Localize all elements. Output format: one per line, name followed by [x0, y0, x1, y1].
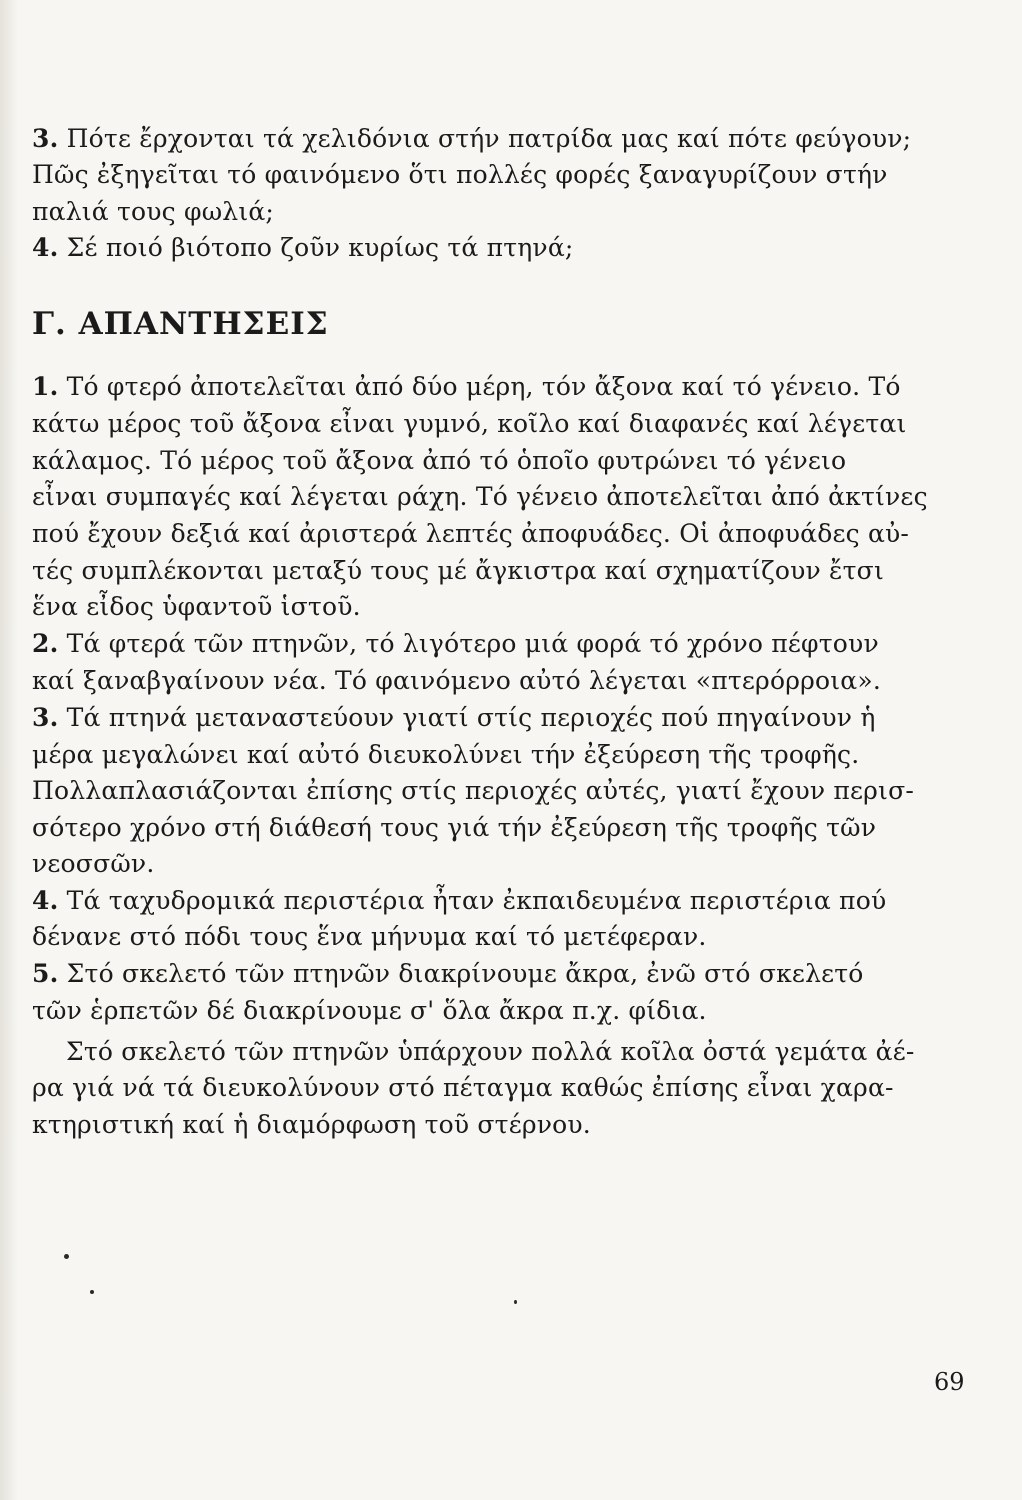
section-title: Γ. ΑΠΑΝΤΗΣΕΙΣ — [32, 306, 329, 342]
answer-5-line-1 — [32, 959, 864, 989]
answer-text: Στό σκελετό τῶν πτηνῶν διακρίνουμε ἄκρα, ἐνῶ στό σκελετό — [66, 959, 864, 988]
scan-speck — [514, 1300, 517, 1304]
answer-3-line-1 — [32, 703, 876, 733]
answer-2-line-1 — [32, 629, 879, 659]
answer-number: 2. — [32, 629, 59, 658]
question-3-line-2: Πῶς ἐξηγεῖται τό φαινόμενο ὅτι πολλές φορές ξαναγυρίζουν στήν — [32, 160, 888, 189]
question-number: 3. — [32, 124, 59, 153]
answer-4-line-1 — [32, 886, 886, 916]
answer-3-line-3: Πολλαπλασιάζονται ἐπίσης στίς περιοχές αὐτές, γιατί ἔχουν περισ- — [32, 776, 914, 805]
question-number: 4. — [32, 233, 59, 262]
answer-1-line-6: τές συμπλέκονται μεταξύ τους μέ ἄγκιστρα καί σχηματίζουν ἔτσι — [32, 556, 884, 585]
answer-2-line-2: καί ξαναβγαίνουν νέα. Τό φαινόμενο αὐτό λέγεται «πτερόρροια». — [32, 666, 881, 695]
question-text: Πότε ἔρχονται τά χελιδόνια στήν πατρίδα μας καί πότε φεύγουν; — [66, 124, 912, 153]
closing-line-1: Στό σκελετό τῶν πτηνῶν ὑπάρχουν πολλά κοῖλα ὀστά γεμάτα ἀέ- — [66, 1037, 915, 1066]
page-number: 69 — [934, 1368, 965, 1396]
question-text: Σέ ποιό βιότοπο ζοῦν κυρίως τά πτηνά; — [66, 233, 574, 262]
answer-1-line-7: ἕνα εἶδος ὑφαντοῦ ἱστοῦ. — [32, 592, 361, 621]
answer-number: 4. — [32, 886, 59, 915]
answer-text: Τά φτερά τῶν πτηνῶν, τό λιγότερο μιά φορά τό χρόνο πέφτουν — [66, 629, 879, 658]
answer-1-line-2: κάτω μέρος τοῦ ἄξονα εἶναι γυμνό, κοῖλο καί διαφανές καί λέγεται — [32, 409, 907, 438]
answer-number: 1. — [32, 372, 59, 401]
answer-3-line-5: νεοσσῶν. — [32, 849, 155, 878]
answer-1-line-3: κάλαμος. Τό μέρος τοῦ ἄξονα ἀπό τό ὁποῖο φυτρώνει τό γένειο — [32, 446, 847, 475]
question-3-line-1 — [32, 124, 911, 154]
answer-text: Τά ταχυδρομικά περιστέρια ἦταν ἐκπαιδευμένα περιστέρια πού — [66, 886, 887, 915]
scan-speck — [90, 1290, 94, 1294]
answer-3-line-4: σότερο χρόνο στή διάθεσή τους γιά τήν ἐξεύρεση τῆς τροφῆς τῶν — [32, 813, 877, 842]
answer-4-line-2: δένανε στό πόδι τους ἕνα μήνυμα καί τό μετέφεραν. — [32, 922, 707, 951]
question-3-line-3: παλιά τους φωλιά; — [32, 197, 275, 226]
closing-line-2: ρα γιά νά τά διευκολύνουν στό πέταγμα καθώς ἐπίσης εἶναι χαρα- — [32, 1073, 894, 1102]
answer-1-line-4: εἶναι συμπαγές καί λέγεται ράχη. Τό γένειο ἀποτελεῖται ἀπό ἀκτίνες — [32, 482, 928, 511]
answer-text: Τά πτηνά μεταναστεύουν γιατί στίς περιοχές πού πηγαίνουν ἡ — [66, 703, 876, 732]
answer-5-line-2: τῶν ἑρπετῶν δέ διακρίνουμε σ' ὅλα ἄκρα π.χ. φίδια. — [32, 996, 707, 1025]
answer-number: 3. — [32, 703, 59, 732]
question-4-line-1 — [32, 233, 574, 263]
answer-1-line-1 — [32, 372, 901, 402]
answer-1-line-5: πού ἔχουν δεξιά καί ἀριστερά λεπτές ἀποφυάδες. Οἱ ἀποφυάδες αὐ- — [32, 519, 910, 548]
closing-line-3: κτηριστική καί ἡ διαμόρφωση τοῦ στέρνου. — [32, 1110, 591, 1139]
scan-speck — [64, 1254, 69, 1259]
answer-text: Τό φτερό ἀποτελεῖται ἀπό δύο μέρη, τόν ἄξονα καί τό γένειο. Τό — [66, 372, 901, 401]
answer-number: 5. — [32, 959, 59, 988]
answer-3-line-2: μέρα μεγαλώνει καί αὐτό διευκολύνει τήν ἐξεύρεση τῆς τροφῆς. — [32, 740, 860, 769]
binding-shadow — [0, 0, 18, 1500]
